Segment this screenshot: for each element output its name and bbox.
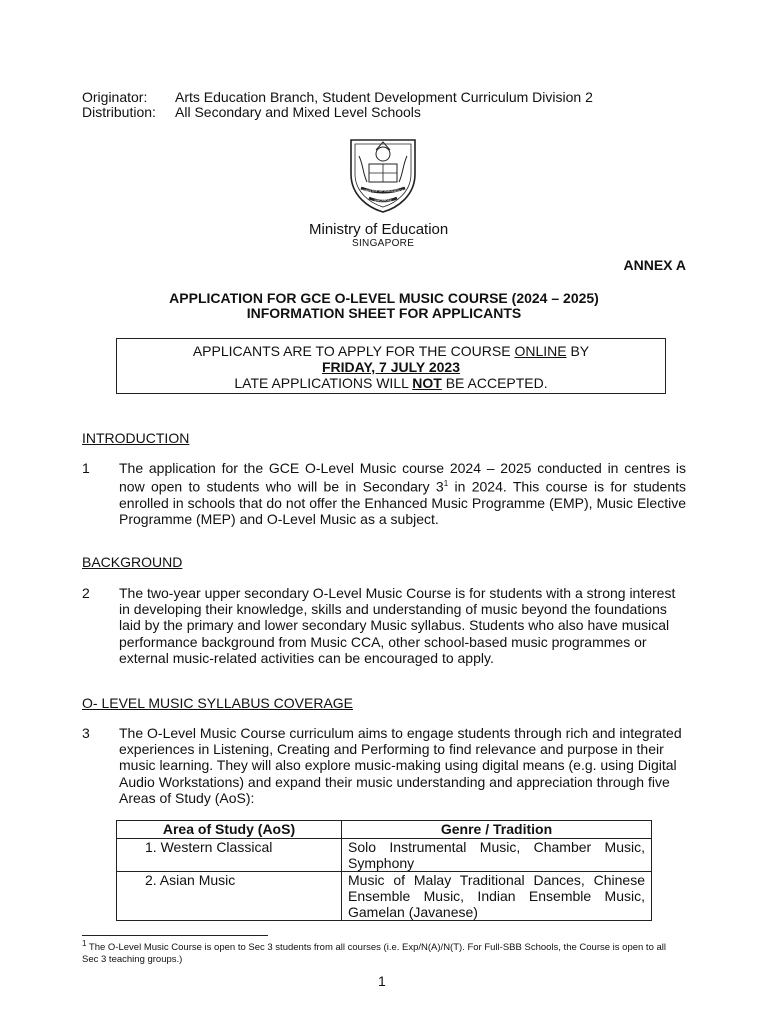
para-1-number: 1 [82, 460, 90, 476]
distribution-row [82, 103, 421, 122]
crest-text-2: SINGAPORE [374, 198, 392, 203]
distribution-value: All Secondary and Mixed Level Schools [175, 104, 421, 120]
introduction-heading: INTRODUCTION [82, 430, 190, 446]
notice-line3 [117, 375, 665, 391]
para-1-text-a: The application for the GCE O-Level Music course 2024 – 2025 conducted in centres is now open to students who will be in Secondary 3 [119, 460, 686, 495]
notice-line1-prefix: APPLICANTS ARE TO APPLY FOR THE COURSE [192, 343, 515, 359]
notice-line3-prefix: LATE APPLICATIONS WILL [234, 375, 413, 391]
footnote-text: The O-Level Music Course is open to Sec 3 students from all courses (i.e. Exp/N(A)/N(T). For Full-SBB Schools, the Course is open to all Sec 3 teaching groups.) [82, 942, 667, 966]
footnote-divider [82, 935, 268, 936]
moe-sub: SINGAPORE [352, 238, 415, 249]
notice-line3-suffix: BE ACCEPTED. [441, 375, 548, 391]
notice-online: ONLINE [514, 343, 567, 359]
footnote [82, 938, 682, 966]
table-cell-genre: Music of Malay Traditional Dances, Chinese Ensemble Music, Indian Ensemble Music, Gamelan (Javanese) [342, 872, 652, 921]
moe-crest-logo [345, 134, 421, 214]
para-1-text-b: in 2024. This course is for students enrolled in schools that do not offer the Enhanced Music Programme (EMP), Music Elective Programme (MEP) and O-Level Music as a subject. [119, 478, 687, 528]
table-cell-aos: 2. Asian Music [117, 872, 342, 921]
footnote-ref: 1 [443, 479, 449, 489]
para-1 [119, 460, 686, 527]
doc-title-line1: APPLICATION FOR GCE O-LEVEL MUSIC COURSE (2024 – 2025) [169, 290, 599, 306]
doc-title-line2: INFORMATION SHEET FOR APPLICANTS [246, 305, 522, 321]
table-header-row [117, 821, 652, 839]
para-3-number: 3 [82, 725, 90, 741]
syllabus-heading: O- LEVEL MUSIC SYLLABUS COVERAGE [82, 695, 354, 711]
table-header-aos: Area of Study (AoS) [117, 821, 342, 839]
table-cell-aos: 1. Western Classical [117, 839, 342, 872]
table-header-genre: Genre / Tradition [342, 821, 652, 839]
crest-text-1: MINISTRY OF EDUCATION [361, 189, 405, 193]
table-row [117, 839, 652, 872]
table-row [117, 872, 652, 921]
originator-value: Arts Education Branch, Student Development Curriculum Division 2 [175, 89, 593, 105]
para-2-number: 2 [82, 585, 90, 601]
annex-label: ANNEX A [623, 257, 686, 273]
page-number: 1 [378, 973, 386, 989]
originator-label: Originator: [82, 89, 148, 105]
deadline-notice-box [116, 338, 666, 394]
para-3: The O-Level Music Course curriculum aims to engage students through rich and integrated experiences in Listening, Creating and Performing to find relevance and purpose in their music learning. They will also explore music-making using digital means (e.g. using Digital Audio Workstations) and expand their music understanding and appreciation through five Areas of Study (AoS): [119, 725, 682, 806]
notice-deadline-date: FRIDAY, 7 JULY 2023 [321, 359, 460, 375]
para-2: The two-year upper secondary O-Level Music Course is for students with a strong interest in developing their knowledge, skills and understanding of music beyond the foundations laid by the primary and lower secondary Music syllabus. Students who also have musical performance background from Music CCA, other school-based music programmes or external music-related activities can be encouraged to apply. [119, 585, 676, 666]
notice-line1-suffix: BY [566, 343, 590, 359]
footnote-mark: 1 [82, 939, 87, 948]
notice-line1 [117, 343, 665, 359]
background-heading: BACKGROUND [82, 554, 183, 570]
moe-name: Ministry of Education [309, 221, 449, 238]
areas-of-study-table [116, 820, 652, 921]
distribution-label: Distribution: [82, 104, 156, 120]
notice-not: NOT [412, 375, 442, 391]
table-cell-genre: Solo Instrumental Music, Chamber Music, Symphony [342, 839, 652, 872]
